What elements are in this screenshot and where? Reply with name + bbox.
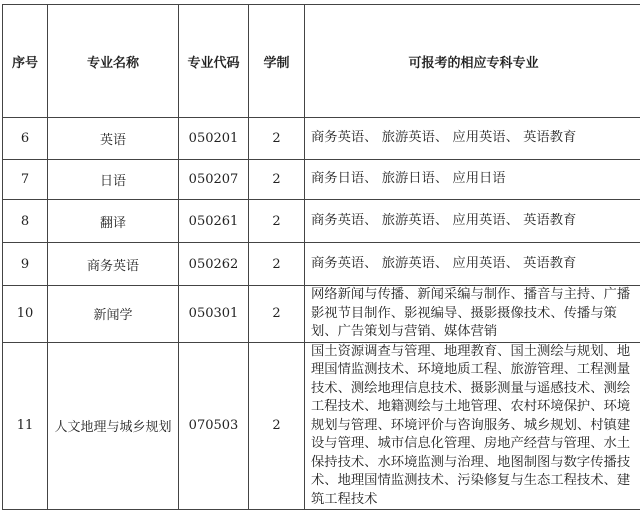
cell-code: 050207 bbox=[179, 160, 249, 200]
header-row bbox=[3, 5, 640, 118]
cell-years: 2 bbox=[249, 342, 305, 510]
cell-index: 8 bbox=[3, 200, 48, 243]
cell-majors: 网络新闻与传播、新闻采编与制作、播音与主持、广播影视节目制作、影视编导、摄影摄像技术、传播与策划、广告策划与营销、媒体营销 bbox=[305, 286, 640, 343]
cell-name: 商务英语 bbox=[48, 243, 179, 286]
cell-majors: 商务英语、 旅游英语、 应用英语、 英语教育 bbox=[305, 243, 640, 286]
cell-code: 050261 bbox=[179, 200, 249, 243]
table-row bbox=[3, 200, 640, 243]
cell-index: 7 bbox=[3, 160, 48, 200]
cell-index: 9 bbox=[3, 243, 48, 286]
cell-years: 2 bbox=[249, 118, 305, 160]
cell-code: 070503 bbox=[179, 342, 249, 510]
cell-years: 2 bbox=[249, 160, 305, 200]
header-code: 专业代码 bbox=[179, 5, 249, 118]
cell-majors: 商务英语、 旅游英语、 应用英语、 英语教育 bbox=[305, 200, 640, 243]
cell-code: 050262 bbox=[179, 243, 249, 286]
cell-name: 英语 bbox=[48, 118, 179, 160]
table-row bbox=[3, 342, 640, 510]
table-row bbox=[3, 160, 640, 200]
cell-index: 11 bbox=[3, 342, 48, 510]
table-row bbox=[3, 286, 640, 343]
cell-years: 2 bbox=[249, 200, 305, 243]
header-years: 学制 bbox=[249, 5, 305, 118]
cell-index: 10 bbox=[3, 286, 48, 343]
cell-majors: 商务英语、 旅游英语、 应用英语、 英语教育 bbox=[305, 118, 640, 160]
header-index: 序号 bbox=[3, 5, 48, 118]
cell-code: 050301 bbox=[179, 286, 249, 343]
cell-name: 人文地理与城乡规划 bbox=[48, 342, 179, 510]
cell-majors: 国土资源调查与管理、地理教育、国土测绘与规划、地理国情监测技术、环境地质工程、旅游管理、工程测量技术、测绘地理信息技术、摄影测量与遥感技术、测绘工程技术、地籍测绘与土地管理、农村环境保护、环境规划与管理、环境评价与咨询服务、城乡规划、村镇建设与管理、城市信息化管理、房地产经营与管理、水土保持技术、水环境监测与治理、地图制图与数字传播技术、地理国情监测技术、污染修复与生态工程技术、建筑工程技术 bbox=[305, 342, 640, 510]
cell-index: 6 bbox=[3, 118, 48, 160]
header-majors: 可报考的相应专科专业 bbox=[305, 5, 640, 118]
cell-name: 翻译 bbox=[48, 200, 179, 243]
cell-name: 新闻学 bbox=[48, 286, 179, 343]
cell-years: 2 bbox=[249, 286, 305, 343]
table-row bbox=[3, 243, 640, 286]
majors-table bbox=[2, 4, 640, 510]
table-row bbox=[3, 118, 640, 160]
cell-name: 日语 bbox=[48, 160, 179, 200]
cell-majors: 商务日语、 旅游日语、 应用日语 bbox=[305, 160, 640, 200]
cell-code: 050201 bbox=[179, 118, 249, 160]
header-name: 专业名称 bbox=[48, 5, 179, 118]
cell-years: 2 bbox=[249, 243, 305, 286]
